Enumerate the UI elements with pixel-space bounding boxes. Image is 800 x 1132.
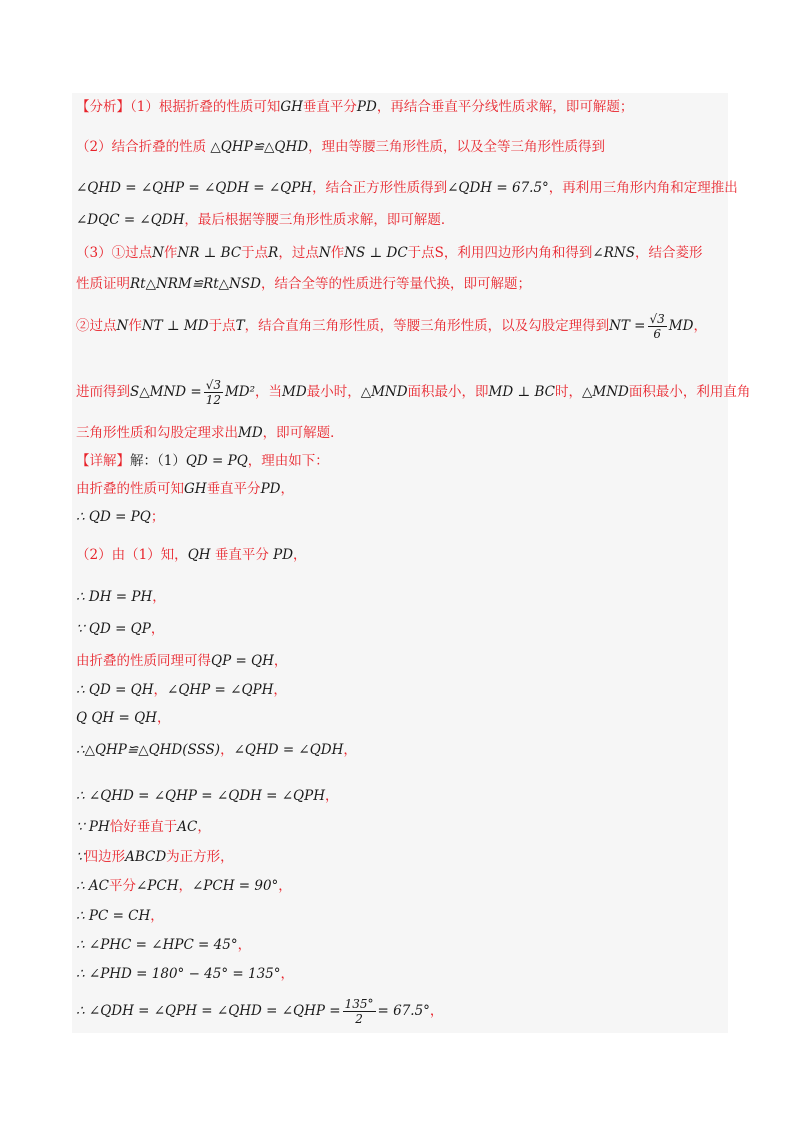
math-expression: ∴ ∠QHD = ∠QHP = ∠QDH = ∠QPH <box>76 788 325 804</box>
text-segment: ，即可解题． <box>262 425 344 441</box>
math-expression: ∵ PH <box>76 819 110 835</box>
text-line <box>76 651 726 671</box>
text-segment: 垂直平分 <box>206 481 261 497</box>
math-expression: ∵ QD = QP <box>76 621 151 637</box>
math-expression: ∠PCH = 90° <box>191 878 279 894</box>
math-expression: Rt△NRM≌Rt△NSD <box>130 276 261 292</box>
math-expression: N <box>318 245 331 261</box>
text-segment: ，结合全等的性质进行等量代换，即可解题； <box>260 276 531 292</box>
text-line <box>76 210 726 230</box>
math-expression: ∴ ∠PHD = 180° − 45° = 135° <box>76 966 281 982</box>
text-line <box>76 587 726 607</box>
math-expression: ∴ ∠PHC = ∠HPC = 45° <box>76 937 238 953</box>
text-line <box>76 964 726 984</box>
text-segment: 垂直平分 <box>302 99 357 115</box>
math-expression: GH <box>184 481 207 497</box>
math-expression: ∴ DH = PH <box>76 589 153 605</box>
text-segment: ， <box>273 653 288 669</box>
text-segment: ，结合菱形 <box>634 245 703 261</box>
text-segment: 由折叠的性质同理可得 <box>76 653 211 669</box>
text-line <box>76 906 726 926</box>
math-expression: GH <box>280 99 303 115</box>
text-segment: ，理由等腰三角形性质，以及全等三角形性质得到 <box>308 139 606 155</box>
text-segment: 面积最小，即 <box>407 384 489 400</box>
text-segment: ，结合正方形性质得到 <box>312 180 448 196</box>
text-segment: ，再利用三角形内角和定理推出 <box>548 180 738 196</box>
text-segment: ，过点 <box>278 245 319 261</box>
text-line <box>76 847 726 867</box>
math-expression: QH <box>187 547 211 563</box>
text-segment: 于点 <box>241 245 269 261</box>
math-expression: MD ⊥ BC <box>488 384 555 400</box>
math-expression: ∴ QD = PQ <box>76 509 151 525</box>
text-line <box>76 817 726 837</box>
text-segment: 平分 <box>108 878 136 894</box>
text-segment: ， <box>278 878 292 894</box>
text-line <box>76 545 726 565</box>
math-expression: ∴ PC = CH <box>76 908 151 924</box>
math-expression: NS ⊥ DC <box>344 245 408 261</box>
math-expression: QD = PQ <box>185 453 248 469</box>
text-line <box>76 935 726 955</box>
math-expression: S△MND = <box>130 384 202 400</box>
text-segment: 进而得到 <box>76 384 130 400</box>
fraction: $\frac{√3}{6}$ <box>649 312 665 341</box>
math-expression: ∠PCH <box>135 878 179 894</box>
text-segment: ， <box>220 742 234 758</box>
text-segment: ，当 <box>255 384 283 400</box>
text-line <box>76 243 726 263</box>
text-segment: 面积最小，利用直角 <box>628 384 751 400</box>
math-expression: ∠QDH = 67.5° <box>447 180 549 196</box>
text-segment: ， <box>273 682 287 698</box>
math-expression: ∠RNS <box>592 245 635 261</box>
text-segment: （3）①过点 <box>76 245 153 261</box>
text-segment: ， <box>429 1003 444 1019</box>
math-expression: MD <box>668 318 694 334</box>
math-expression: N <box>152 245 164 261</box>
text-segment: 四边形 <box>84 849 126 865</box>
text-segment: ， <box>156 710 171 726</box>
text-segment: ， <box>343 742 357 758</box>
text-segment: ， <box>693 318 707 334</box>
math-expression: △MND <box>360 384 408 400</box>
text-segment: ， <box>280 481 294 497</box>
text-segment: ， <box>153 682 168 698</box>
text-segment: ， <box>293 547 307 563</box>
fraction: $\frac{√3}{12}$ <box>205 378 221 407</box>
text-segment: ，最后根据等腰三角形性质求解，即可解题． <box>184 212 455 228</box>
math-expression: △QHP≌△QHD <box>210 139 309 155</box>
text-segment: ； <box>150 509 165 525</box>
text-line <box>76 507 726 527</box>
math-expression: ABCD <box>125 849 167 865</box>
math-expression: PD <box>260 481 281 497</box>
text-segment: （2）由（1）知， <box>76 547 188 563</box>
text-segment: 作 <box>128 318 142 334</box>
text-segment: ， <box>197 819 211 835</box>
text-segment: ， <box>150 908 164 924</box>
text-segment: ， <box>280 966 295 982</box>
text-line <box>76 137 726 157</box>
math-expression: = 67.5° <box>377 1003 430 1019</box>
text-segment: 【分析】（1）根据折叠的性质可知 <box>76 99 281 115</box>
text-segment: 垂直平分 <box>210 547 274 563</box>
math-expression: R <box>268 245 279 261</box>
text-line <box>76 423 726 443</box>
text-segment: 恰好垂直于 <box>109 819 178 835</box>
math-expression: PD <box>356 99 377 115</box>
math-expression: QP = QH <box>211 653 274 669</box>
text-segment: 作 <box>330 245 345 261</box>
text-line <box>76 680 726 700</box>
math-expression: ∠QHD = ∠QDH <box>233 742 344 758</box>
text-segment: ②过点 <box>76 318 117 334</box>
text-segment: ， <box>152 589 166 605</box>
math-expression: ∠DQC = ∠QDH <box>76 212 185 228</box>
text-segment: （2）结合折叠的性质 <box>76 139 211 155</box>
math-expression: ∴△QHP≌△QHD(SSS) <box>76 742 221 758</box>
math-expression: ∠QHD = ∠QHP = ∠QDH = ∠QPH <box>76 180 313 196</box>
text-segment: 性质证明 <box>76 276 130 292</box>
text-line <box>76 378 751 407</box>
math-expression: MD² <box>224 384 256 400</box>
text-segment: 解：（1） <box>130 453 186 469</box>
text-line <box>76 274 726 294</box>
text-line <box>76 451 726 471</box>
math-expression: T <box>235 318 245 334</box>
text-segment: 于点 <box>208 318 236 334</box>
math-expression: MD <box>282 384 307 400</box>
math-expression: ∴ AC <box>76 878 109 894</box>
text-line <box>76 312 726 341</box>
text-segment: 时， <box>554 384 582 400</box>
math-expression: ∵ <box>76 849 85 865</box>
text-segment: 于点S，利用四边形内角和得到 <box>407 245 593 261</box>
text-segment: ， <box>237 937 252 953</box>
text-line <box>76 997 726 1026</box>
text-segment: ，结合直角三角形性质，等腰三角形性质，以及勾股定理得到 <box>244 318 610 334</box>
text-segment: 最小时， <box>306 384 361 400</box>
math-expression: PD <box>273 547 294 563</box>
math-expression: N <box>116 318 129 334</box>
text-line <box>76 178 738 198</box>
text-segment: ， <box>325 788 339 804</box>
math-expression: ∠QHP = ∠QPH <box>167 682 274 698</box>
math-expression: NT = <box>609 318 646 334</box>
text-segment: 三角形性质和勾股定理求出 <box>76 425 238 441</box>
text-line <box>76 619 726 639</box>
text-segment: ，再结合垂直平分线性质求解，即可解题； <box>376 99 634 115</box>
math-expression: ∴ QD = QH <box>76 682 154 698</box>
fraction: $\frac{135^\circ}{2}$ <box>344 997 374 1026</box>
text-segment: ，理由如下： <box>247 453 329 469</box>
text-line <box>76 740 726 760</box>
math-expression: NT ⊥ MD <box>141 318 209 334</box>
text-line <box>76 479 726 499</box>
text-segment: 作 <box>163 245 178 261</box>
math-expression: △MND <box>581 384 629 400</box>
text-segment: 【详解】 <box>76 453 130 469</box>
text-segment: ， <box>150 621 165 637</box>
math-expression: AC <box>177 819 198 835</box>
text-line <box>76 876 726 896</box>
text-segment: 为正方形， <box>166 849 234 865</box>
math-expression: Q QH = QH <box>76 710 157 726</box>
text-line <box>76 786 726 806</box>
text-line <box>76 97 726 117</box>
text-line <box>76 708 726 728</box>
text-segment: 由折叠的性质可知 <box>76 481 184 497</box>
math-expression: NR ⊥ BC <box>177 245 242 261</box>
text-segment: ， <box>178 878 192 894</box>
math-expression: ∴ ∠QDH = ∠QPH = ∠QHD = ∠QHP = <box>76 1003 341 1019</box>
math-expression: MD <box>238 425 263 441</box>
